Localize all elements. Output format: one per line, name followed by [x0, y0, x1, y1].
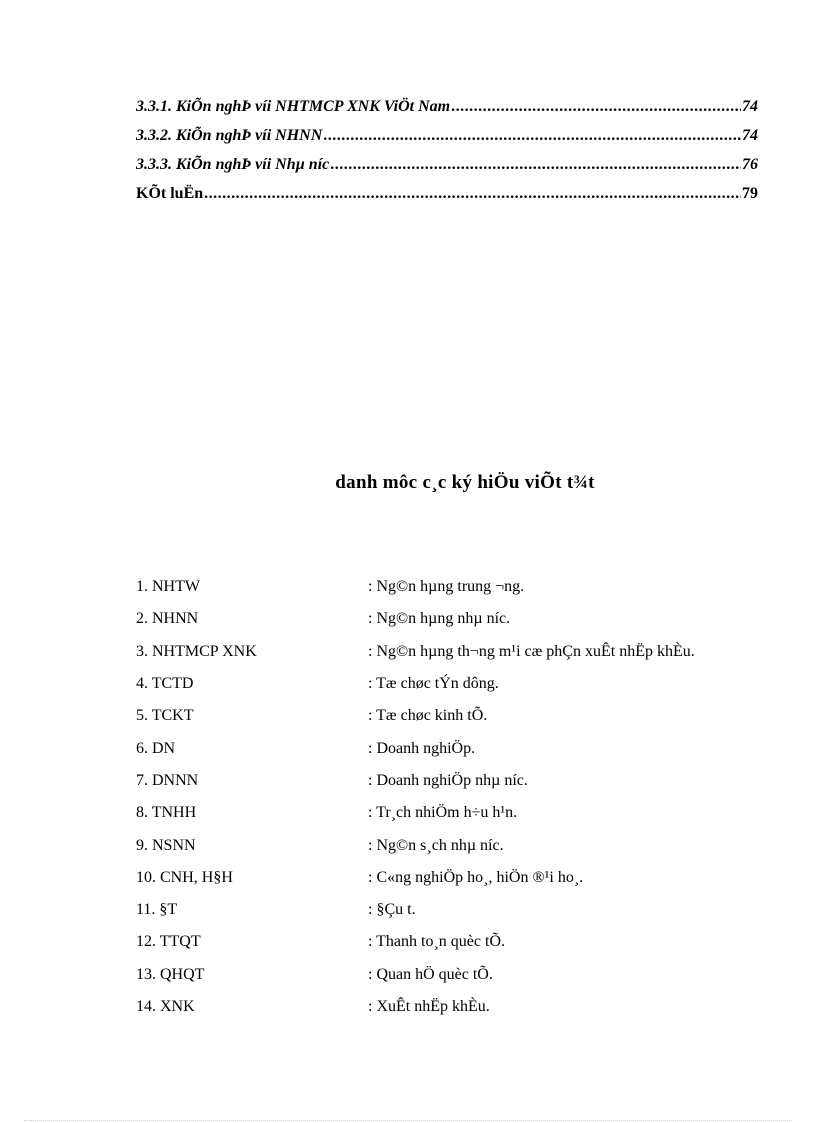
abbreviation-row — [136, 862, 776, 894]
abbreviation-row — [136, 797, 776, 829]
toc-entry — [136, 156, 758, 185]
abbreviation-code: 12. TTQT — [136, 933, 201, 951]
page-bottom-divider — [24, 1120, 792, 1121]
abbreviation-code: 5. TCKT — [136, 707, 194, 725]
abbreviation-code: 13. QHQT — [136, 965, 205, 983]
abbreviation-row — [136, 926, 776, 958]
toc-entry-label: 3.3.1. KiÕn nghÞ víi NHTMCP XNK ViÖt Nam — [136, 98, 451, 115]
abbreviation-row — [136, 959, 776, 991]
toc-leader-dots — [204, 185, 741, 203]
abbreviation-meaning: : Tæ chøc kinh tÕ. — [368, 707, 488, 725]
abbreviation-row — [136, 603, 776, 635]
abbreviation-code: 10. CNH, H§H — [136, 868, 233, 886]
abbreviation-meaning: : Tæ chøc tÝn dông. — [368, 675, 499, 693]
abbreviation-meaning: : Tr¸ch nhiÖm h÷u h¹n. — [368, 804, 518, 822]
toc-entry-page: 76 — [742, 156, 758, 173]
abbreviation-meaning: : Ng©n hµng trung ¬ng. — [368, 578, 525, 596]
abbreviation-code: 14. XNK — [136, 998, 195, 1015]
abbreviation-row — [136, 732, 776, 764]
abbreviation-code: 9. NSNN — [136, 836, 196, 854]
abbreviation-row — [136, 894, 776, 926]
abbreviation-row — [136, 700, 776, 732]
toc-entry-page: 74 — [742, 127, 758, 144]
abbreviation-meaning: : C«ng nghiÖp ho¸, hiÖn ®¹i ho¸. — [368, 868, 584, 886]
toc-entry — [136, 98, 758, 127]
abbreviation-code: 7. DNNN — [136, 771, 199, 789]
table-of-contents — [136, 98, 758, 214]
abbreviation-row — [136, 636, 776, 668]
abbreviation-row — [136, 765, 776, 797]
abbreviation-meaning: : Doanh nghiÖp. — [368, 739, 476, 757]
toc-entry-page: 74 — [742, 98, 758, 115]
abbreviation-meaning: : Ng©n s¸ch nhµ níc. — [368, 836, 504, 854]
abbreviation-meaning: : Thanh to¸n quèc tÕ. — [368, 933, 506, 951]
abbreviation-code: 1. NHTW — [136, 578, 200, 596]
toc-entry — [136, 185, 758, 214]
toc-leader-dots — [330, 156, 741, 174]
abbreviation-code: 11. §T — [136, 901, 178, 919]
abbreviations-heading: danh môc c¸c ký hiÖu viÕt t¾t — [335, 472, 595, 493]
toc-entry-label: KÕt luËn — [136, 185, 204, 202]
abbreviation-row — [136, 668, 776, 700]
abbreviation-row — [136, 829, 776, 861]
abbreviation-code: 3. NHTMCP XNK — [136, 642, 257, 660]
abbreviation-meaning: : XuÊt nhËp khÈu. — [368, 998, 490, 1015]
toc-entry-label: 3.3.3. KiÕn nghÞ víi Nhµ níc — [136, 156, 330, 173]
abbreviation-meaning: : §Çu t. — [368, 901, 416, 919]
abbreviation-meaning: : Ng©n hµng th¬ng m¹i cæ phÇn xuÊt nhËp khÈu. — [368, 642, 695, 660]
abbreviation-code: 8. TNHH — [136, 804, 197, 822]
abbreviation-meaning: : Ng©n hµng nhµ níc. — [368, 610, 511, 628]
abbreviation-code: 2. NHNN — [136, 610, 199, 628]
abbreviation-code: 6. DN — [136, 739, 176, 757]
toc-leader-dots — [451, 98, 741, 116]
abbreviations-list — [136, 571, 776, 1023]
toc-entry-page: 79 — [742, 185, 758, 202]
toc-entry-label: 3.3.2. KiÕn nghÞ víi NHNN — [136, 127, 323, 144]
abbreviation-code: 4. TCTD — [136, 675, 194, 693]
abbreviation-meaning: : Quan hÖ quèc tÕ. — [368, 965, 493, 983]
toc-leader-dots — [323, 127, 741, 145]
abbreviation-row — [136, 991, 776, 1023]
abbreviation-meaning: : Doanh nghiÖp nhµ níc. — [368, 771, 528, 789]
toc-entry — [136, 127, 758, 156]
abbreviation-row — [136, 571, 776, 603]
